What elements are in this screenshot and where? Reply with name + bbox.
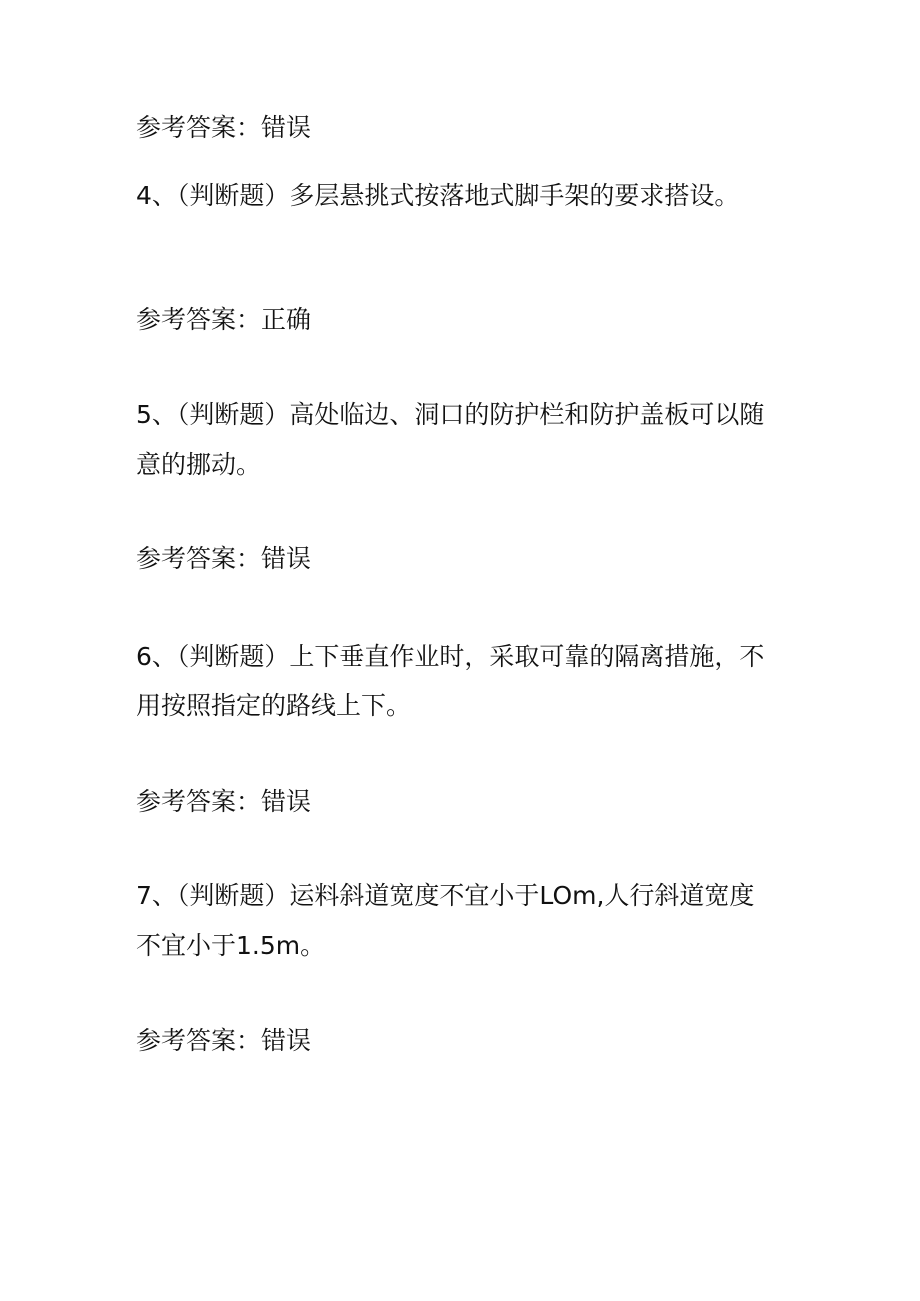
answer-4: 参考答案：正确 — [136, 305, 312, 334]
answer-6: 参考答案：错误 — [136, 787, 312, 816]
question-5-line-2: 意的挪动。 — [136, 450, 262, 479]
question-7-line-2: 不宜小于1.5m。 — [136, 931, 326, 960]
answer-3: 参考答案：错误 — [136, 113, 312, 142]
question-6-line-1: 6、（判断题）上下垂直作业时，采取可靠的隔离措施，不 — [136, 642, 765, 671]
answer-5: 参考答案：错误 — [136, 544, 312, 573]
question-4: 4、（判断题）多层悬挑式按落地式脚手架的要求搭设。 — [136, 181, 740, 210]
question-6-line-2: 用按照指定的路线上下。 — [136, 691, 412, 720]
answer-7: 参考答案：错误 — [136, 1026, 312, 1055]
question-5-line-1: 5、（判断题）高处临边、洞口的防护栏和防护盖板可以随 — [136, 400, 765, 429]
question-7-line-1: 7、（判断题）运料斜道宽度不宜小于LOm,人行斜道宽度 — [136, 881, 755, 910]
